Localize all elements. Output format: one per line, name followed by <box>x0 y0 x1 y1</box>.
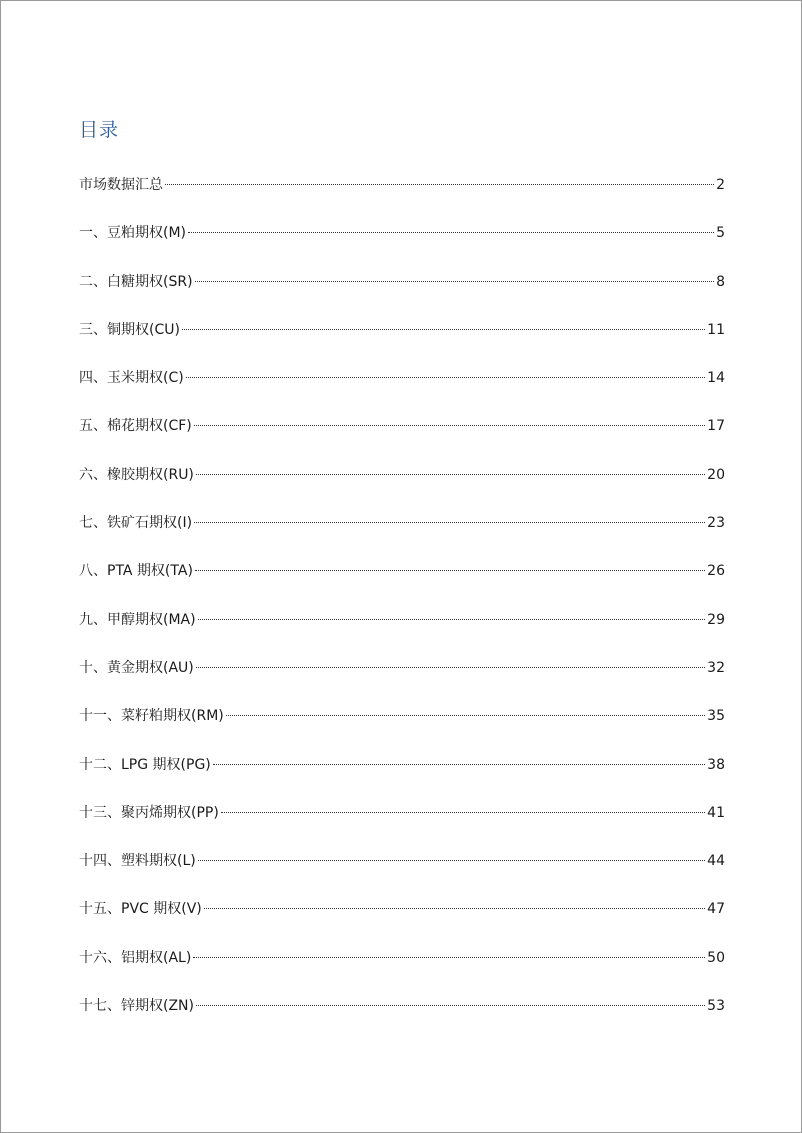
toc-dot-leader <box>198 860 705 861</box>
toc-entry-label: 十、黄金期权(AU) <box>79 659 194 676</box>
toc-entry-page: 11 <box>707 321 725 338</box>
toc-title: 目录 <box>79 119 120 141</box>
toc-dot-leader <box>182 329 705 330</box>
toc-entry[interactable] <box>79 947 725 995</box>
toc-entry[interactable] <box>79 415 725 463</box>
toc-entry-page: 17 <box>707 418 725 435</box>
toc-entry-label: 四、玉米期权(C) <box>79 370 184 387</box>
toc-entry-label: 五、棉花期权(CF) <box>79 418 192 435</box>
toc-dot-leader <box>194 425 705 426</box>
toc-dot-leader <box>196 1005 705 1006</box>
toc-dot-leader <box>194 522 705 523</box>
toc-entry[interactable] <box>79 898 725 946</box>
toc-entry-page: 50 <box>707 949 725 966</box>
toc-entry[interactable] <box>79 222 725 270</box>
toc-entry[interactable] <box>79 850 725 898</box>
toc-entry-label: 十七、锌期权(ZN) <box>79 998 194 1015</box>
toc-entry-page: 41 <box>707 804 725 821</box>
toc-dot-leader <box>186 377 705 378</box>
toc-entry[interactable] <box>79 560 725 608</box>
toc-dot-leader <box>204 908 705 909</box>
toc-dot-leader <box>195 570 705 571</box>
toc-dot-leader <box>213 764 705 765</box>
toc-entry-page: 53 <box>707 998 725 1015</box>
toc-entry-label: 七、铁矿石期权(I) <box>79 515 193 532</box>
toc-entry[interactable] <box>79 995 725 1043</box>
toc-entry-label: 十二、LPG 期权(PG) <box>79 756 211 773</box>
toc-entry-page: 5 <box>716 225 725 242</box>
toc-entry-label: 一、豆粕期权(M) <box>79 225 187 242</box>
toc-entry-label: 十一、菜籽粕期权(RM) <box>79 708 224 725</box>
toc-entry[interactable] <box>79 512 725 560</box>
toc-entry-page: 8 <box>716 273 725 290</box>
toc-entry[interactable] <box>79 802 725 850</box>
toc-entry-page: 44 <box>707 853 725 870</box>
toc-list <box>79 174 725 1043</box>
toc-dot-leader <box>188 232 714 233</box>
toc-entry-label: 九、甲醇期权(MA) <box>79 611 196 628</box>
toc-entry-page: 26 <box>707 563 725 580</box>
toc-entry-page: 20 <box>707 466 725 483</box>
toc-entry-page: 38 <box>707 756 725 773</box>
toc-entry[interactable] <box>79 657 725 705</box>
toc-dot-leader <box>195 281 715 282</box>
toc-dot-leader <box>198 619 706 620</box>
toc-entry-page: 47 <box>707 901 725 918</box>
toc-entry[interactable] <box>79 705 725 753</box>
toc-entry-label: 十四、塑料期权(L) <box>79 853 196 870</box>
toc-entry[interactable] <box>79 754 725 802</box>
toc-entry[interactable] <box>79 174 725 222</box>
toc-entry-label: 十六、铝期权(AL) <box>79 949 192 966</box>
toc-entry-label: 二、白糖期权(SR) <box>79 273 193 290</box>
toc-entry-label: 八、PTA 期权(TA) <box>79 563 193 580</box>
toc-entry-label: 十五、PVC 期权(V) <box>79 901 202 918</box>
toc-dot-leader <box>196 667 705 668</box>
toc-entry[interactable] <box>79 609 725 657</box>
toc-entry-label: 六、橡胶期权(RU) <box>79 466 194 483</box>
toc-entry[interactable] <box>79 367 725 415</box>
toc-entry-page: 14 <box>707 370 725 387</box>
toc-dot-leader <box>165 184 714 185</box>
toc-entry-label: 十三、聚丙烯期权(PP) <box>79 804 219 821</box>
toc-entry-page: 29 <box>707 611 725 628</box>
toc-entry-page: 23 <box>707 515 725 532</box>
toc-entry[interactable] <box>79 319 725 367</box>
toc-entry-label: 市场数据汇总 <box>79 177 163 193</box>
toc-dot-leader <box>196 474 705 475</box>
toc-entry-page: 35 <box>707 708 725 725</box>
toc-entry[interactable] <box>79 464 725 512</box>
toc-dot-leader <box>221 812 705 813</box>
toc-entry-page: 32 <box>707 659 725 676</box>
toc-entry-page: 2 <box>716 177 725 193</box>
toc-dot-leader <box>226 715 705 716</box>
toc-dot-leader <box>193 957 705 958</box>
toc-entry-label: 三、铜期权(CU) <box>79 321 180 338</box>
toc-entry[interactable] <box>79 271 725 319</box>
